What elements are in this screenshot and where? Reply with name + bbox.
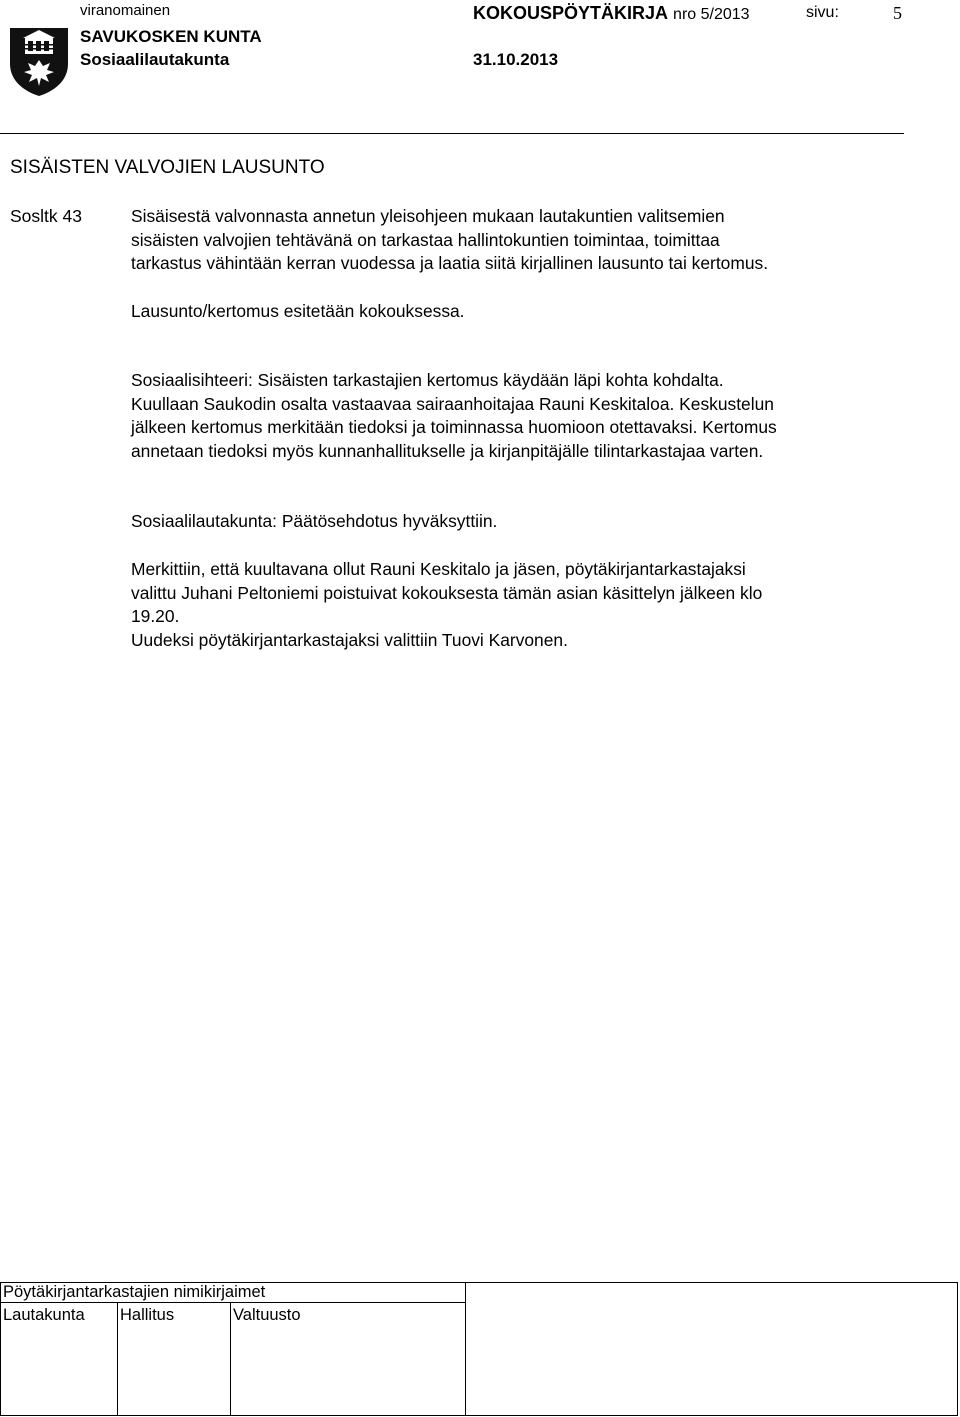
intro-line: sisäisten valvojien tehtävänä on tarkastaa hallintokuntien toimintaa, toimittaa	[131, 229, 720, 250]
document-title: KOKOUSPÖYTÄKIRJA	[473, 3, 669, 23]
notes-line: valittu Juhani Peltoniemi poistuivat kokouksesta tämän asian käsittelyn jälkeen klo	[131, 582, 763, 603]
document-number: nro 5/2013	[673, 6, 750, 23]
proposal-line: Kuullaan Saukodin osalta vastaavaa sairaanhoitajaa Rauni Keskitaloa. Keskustelun	[131, 393, 774, 414]
signature-empty-cell	[466, 1283, 958, 1416]
notes-paragraph	[131, 558, 911, 652]
proposal-line	[131, 369, 911, 393]
decision-label: Sosiaalilautakunta	[131, 511, 273, 531]
document-status: viranomainen	[80, 2, 171, 19]
section-title: SISÄISTEN VALVOJIEN LAUSUNTO	[10, 157, 325, 178]
notes-line: Merkittiin, että kuultavana ollut Rauni Keskitalo ja jäsen, pöytäkirjantarkastajaksi	[131, 559, 746, 579]
notes-line: Uudeksi pöytäkirjantarkastajaksi valittiin Tuovi Karvonen.	[131, 629, 568, 650]
statement-paragraph	[131, 300, 911, 324]
signature-table	[0, 1282, 958, 1416]
intro-line: tarkastus vähintään kerran vuodessa ja laatia siitä kirjallinen lausunto tai kertomus.	[131, 253, 769, 273]
page-label: sivu:	[806, 4, 839, 21]
item-id: Sosltk 43	[10, 206, 82, 226]
signature-column-valtuusto: Valtuusto	[231, 1303, 466, 1416]
page-number: 5	[893, 3, 902, 23]
proposal-label: Sosiaalisihteeri	[131, 370, 248, 390]
statement-text: Lausunto/kertomus esitetään kokouksessa.	[131, 301, 465, 321]
municipal-coat-of-arms-icon	[8, 26, 70, 98]
decision-paragraph	[131, 510, 911, 534]
proposal-line: jälkeen kertomus merkitään tiedoksi ja toiminnassa huomioon otettavaksi. Kertomus	[131, 417, 777, 437]
signature-column-lautakunta: Lautakunta	[1, 1303, 118, 1416]
proposal-paragraph	[131, 369, 911, 463]
decision-line	[131, 510, 911, 534]
board-name: Sosiaalilautakunta	[80, 50, 230, 69]
proposal-line: annetaan tiedoksi myös kunnanhallitukselle ja kirjanpitäjälle tilintarkastajaa varten.	[131, 440, 764, 461]
decision-text: : Päätösehdotus hyväksyttiin.	[272, 511, 498, 531]
notes-line: 19.20.	[131, 606, 180, 626]
intro-paragraph	[131, 205, 911, 276]
proposal-text: : Sisäisten tarkastajien kertomus käydään läpi kohta kohdalta.	[247, 370, 724, 390]
organization-name: SAVUKOSKEN KUNTA	[80, 27, 262, 46]
document-title-line	[473, 3, 750, 24]
signature-column-hallitus: Hallitus	[118, 1303, 231, 1416]
meeting-date: 31.10.2013	[473, 50, 559, 69]
signature-table-title: Pöytäkirjantarkastajien nimikirjaimet	[1, 1283, 466, 1303]
header-divider	[0, 133, 904, 134]
intro-line: Sisäisestä valvonnasta annetun yleisohjeen mukaan lautakuntien valitsemien	[131, 206, 725, 226]
